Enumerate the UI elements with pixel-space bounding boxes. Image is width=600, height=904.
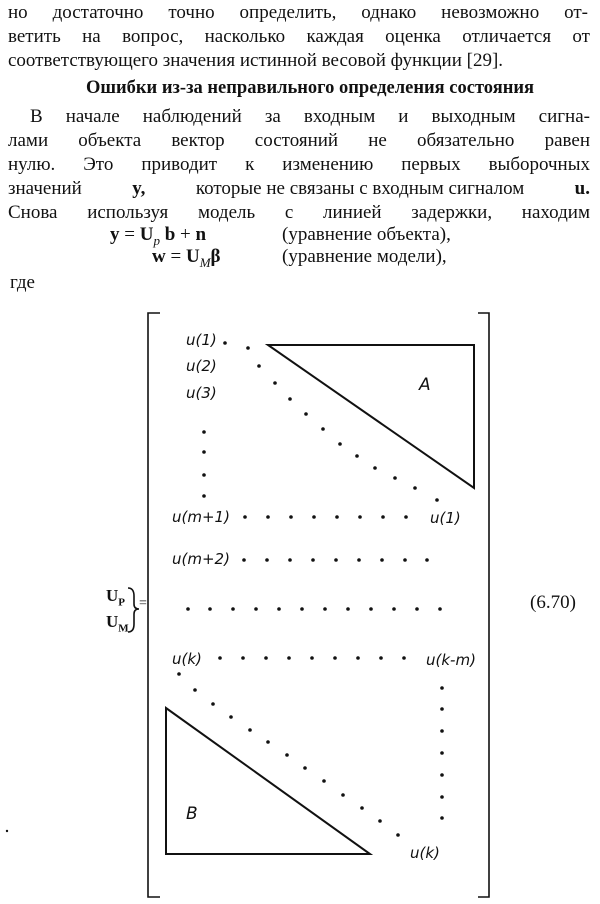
label-uk-bottom: u(k)	[410, 844, 440, 862]
right-bracket	[478, 313, 489, 897]
text-line: но достаточно точно определить, однако невозможно от-	[8, 2, 588, 23]
lhs-brace	[128, 588, 139, 632]
label-uk: u(k)	[172, 650, 202, 668]
equation-number: (6.70)	[530, 592, 576, 613]
text-line: В начале наблюдений за входным и выходным сигна-	[30, 106, 590, 127]
equation-object: $y = U_p$ b + n (уравнение объекта),	[110, 224, 451, 248]
label-um1: u(m+1)	[172, 508, 230, 526]
triangle-a	[268, 345, 474, 488]
var-y: y,	[132, 178, 146, 199]
text-line: нулю. Это приводит к изменению первых выборочных	[8, 154, 590, 175]
label-u1-right: u(1)	[430, 509, 461, 527]
where-word: где	[10, 272, 35, 293]
text-line: лами объекта вектор состояний не обязательно равен	[8, 130, 590, 151]
label-ukm: u(k-m)	[426, 651, 476, 669]
matrix-lhs-bottom: $U_M$	[106, 612, 129, 635]
label-b: B	[186, 804, 198, 824]
matrix-lhs-top: $U_P$	[106, 586, 126, 609]
dots	[6, 341, 444, 837]
section-heading: Ошибки из-за неправильного определения состояния	[85, 78, 535, 98]
label-um2: u(m+2)	[172, 550, 230, 568]
label-a: A	[419, 375, 431, 395]
label-u1: u(1)	[186, 331, 217, 349]
text-line: Снова используя модель с линией задержки, находим	[8, 202, 590, 223]
matrix-equals: =	[139, 596, 147, 611]
left-bracket	[148, 313, 160, 897]
label-u3: u(3)	[186, 384, 217, 402]
equation-model: $w = U_M\beta$ (уравнение модели),	[152, 246, 447, 270]
text-line: ветить на вопрос, насколько каждая оценка отличается от	[8, 26, 590, 47]
triangle-b	[166, 708, 370, 854]
var-u: u.	[574, 178, 590, 199]
text-line: соответствующего значения истинной весовой функции [29].	[8, 50, 504, 71]
text-fragment: значений	[8, 178, 82, 199]
label-u2: u(2)	[186, 357, 217, 375]
text-fragment: которые не связаны с входным сигналом	[195, 178, 525, 199]
